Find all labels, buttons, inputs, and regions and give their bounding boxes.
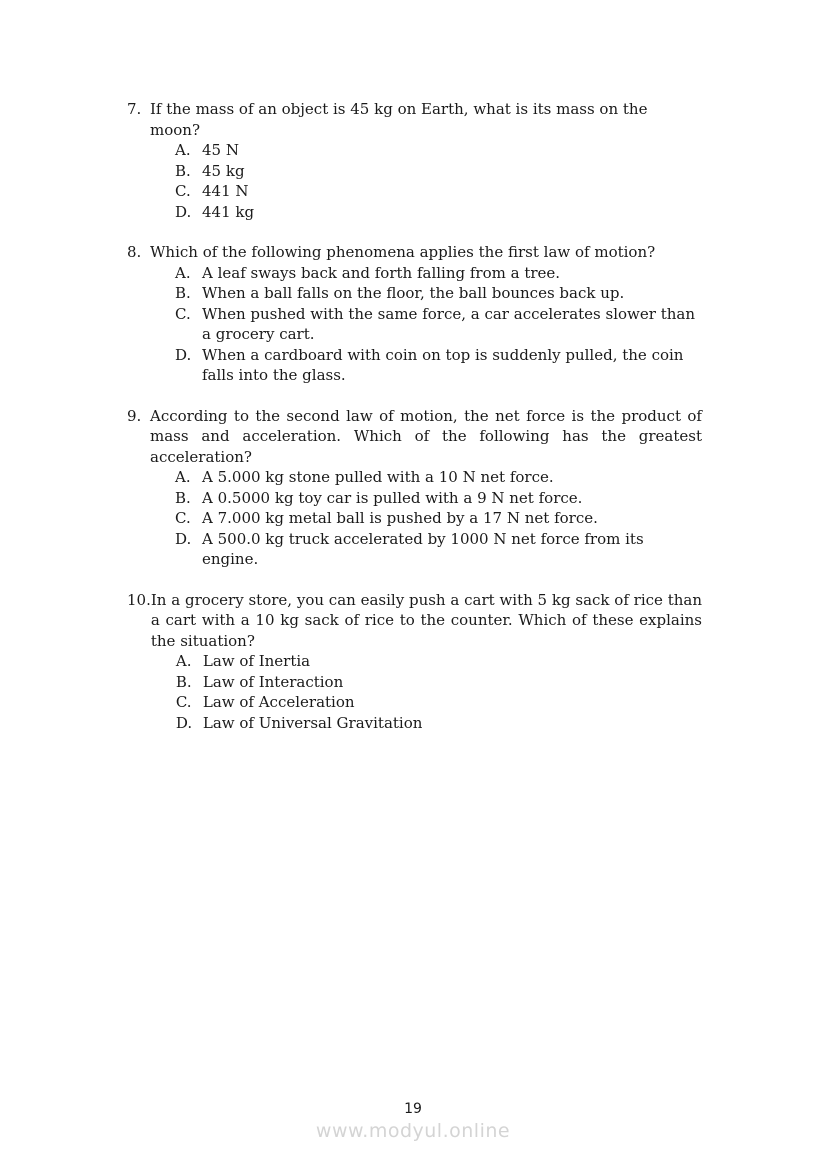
option-text: 441 kg	[202, 202, 255, 221]
question-text: According to the second law of motion, the net force is the product of mass and acceleration. Which of the following has the greatest acceleration?	[150, 406, 702, 466]
options	[175, 263, 702, 386]
option-c	[175, 508, 702, 529]
option-letter: A.	[175, 141, 191, 159]
option-d	[175, 345, 702, 386]
option-text: 45 N	[202, 141, 239, 159]
question-body	[150, 99, 702, 222]
option-a	[176, 651, 702, 672]
question-8	[127, 242, 702, 386]
option-letter: D.	[175, 202, 192, 221]
option-b	[175, 283, 702, 304]
option-a	[175, 467, 702, 488]
option-letter: B.	[175, 488, 191, 507]
question-7	[127, 99, 702, 222]
option-d	[175, 529, 702, 570]
option-letter: B.	[175, 161, 191, 180]
option-text: Law of Acceleration	[202, 693, 355, 711]
question-body	[151, 590, 702, 734]
option-letter: D.	[175, 345, 192, 364]
option-letter: D.	[175, 529, 192, 548]
option-text: When a cardboard with coin on top is suddenly pulled, the coin falls into the glass.	[202, 345, 684, 384]
option-b	[175, 161, 702, 182]
question-body	[150, 242, 702, 386]
question-9	[127, 406, 702, 570]
option-text: 441 N	[202, 182, 249, 200]
option-c	[175, 304, 702, 345]
option-b	[175, 488, 702, 509]
option-letter: A.	[175, 263, 191, 282]
option-text: A 7.000 kg metal ball is pushed by a 17 N net force.	[202, 509, 598, 527]
option-c	[176, 692, 702, 713]
question-list	[127, 99, 702, 753]
option-text: A 500.0 kg truck accelerated by 1000 N net force from its engine.	[202, 529, 644, 568]
option-letter: A.	[175, 652, 192, 670]
option-b	[176, 672, 702, 693]
option-a	[175, 140, 702, 161]
question-body	[150, 406, 702, 570]
options	[175, 140, 702, 222]
question-text: In a grocery store, you can easily push a cart with 5 kg sack of rice than a cart with a 10 kg sack of rice to the counter. Which of these explains the situation?	[150, 590, 702, 650]
option-letter: C.	[175, 182, 191, 200]
question-number: 8.	[127, 243, 142, 261]
question-number: 7.	[127, 100, 142, 118]
option-letter: C.	[175, 509, 191, 527]
option-letter: B.	[175, 284, 191, 302]
watermark: www.modyul.online	[315, 1120, 511, 1142]
options	[176, 651, 702, 733]
option-text: When a ball falls on the floor, the ball bounces back up.	[202, 284, 625, 302]
option-text: 45 kg	[202, 161, 245, 180]
option-letter: B.	[175, 672, 192, 691]
page-number: 19	[404, 1101, 422, 1117]
question-text: Which of the following phenomena applies the first law of motion?	[150, 243, 656, 261]
question-number: 10.	[127, 590, 151, 609]
option-letter: A.	[175, 468, 191, 486]
question-10	[127, 590, 702, 734]
option-letter: C.	[175, 693, 192, 711]
option-text: A 0.5000 kg toy car is pulled with a 9 N net force.	[202, 488, 583, 507]
option-text: A 5.000 kg stone pulled with a 10 N net force.	[202, 468, 554, 486]
option-text: Law of Inertia	[202, 652, 311, 670]
question-text: If the mass of an object is 45 kg on Earth, what is its mass on the moon?	[150, 100, 648, 139]
option-d	[175, 202, 702, 223]
option-c	[175, 181, 702, 202]
option-text: When pushed with the same force, a car accelerates slower than a grocery cart.	[202, 304, 696, 343]
option-letter: D.	[175, 713, 193, 732]
option-text: A leaf sways back and forth falling from a tree.	[202, 263, 561, 282]
question-number: 9.	[127, 406, 142, 425]
option-text: Law of Interaction	[202, 672, 344, 691]
option-text: Law of Universal Gravitation	[202, 713, 423, 732]
option-a	[175, 263, 702, 284]
option-letter: C.	[175, 304, 191, 323]
options	[175, 467, 702, 570]
option-d	[176, 713, 702, 734]
